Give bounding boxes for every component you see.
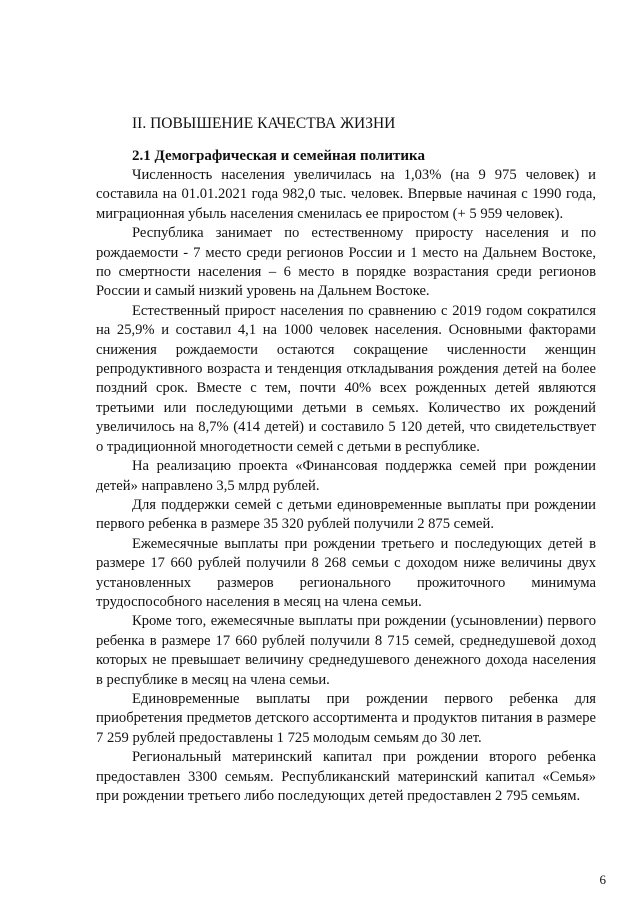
- paragraph-first-child-monthly: Кроме того, ежемесячные выплаты при рождении (усыновлении) первого ребенка в размере 17 660 рублей получили 8 715 семей, среднедушевой доход которых не превышает величину среднедушевого денежного дохода населения в республике в месяц на члена семьи.: [96, 613, 596, 688]
- paragraph-maternity-capital: Региональный материнский капитал при рождении второго ребенка предоставлен 3300 семьям. Республиканский материнский капитал «Семья» при рождении третьего либо последующих детей предоставлен 2 795 семьям.: [96, 749, 596, 804]
- section-title: II. ПОВЫШЕНИЕ КАЧЕСТВА ЖИЗНИ: [132, 115, 396, 132]
- paragraph-financial-support-project: На реализацию проекта «Финансовая поддержка семей при рождении детей» направлено 3,5 млрд рублей.: [96, 458, 596, 494]
- paragraph-first-child-lump-sum: Для поддержки семей с детьми единовременные выплаты при рождении первого ребенка в размере 35 320 рублей получили 2 875 семей.: [96, 496, 596, 533]
- subsection-title: 2.1 Демографическая и семейная политика: [132, 148, 425, 164]
- paragraph-third-child-monthly: Ежемесячные выплаты при рождении третьего и последующих детей в размере 17 660 рублей получили 8 268 семьи с доходом ниже величины двух установленных размеров регионального прожиточного минимума трудоспособного населения в месяц на члена семьи.: [96, 535, 596, 610]
- page-number: 6: [599, 872, 606, 887]
- paragraph-ranking: Республика занимает по естественному приросту населения и по рождаемости - 7 место среди регионов России и 1 место на Дальнем Востоке, по смертности населения – 6 место в порядке возрастания среди регионов России и самый низкий уровень на Дальнем Востоке.: [96, 225, 596, 300]
- page-content: [96, 114, 596, 806]
- paragraph-young-families: Единовременные выплаты при рождении первого ребенка для приобретения предметов детского ассортимента и продуктов питания в размере 7 259 рублей предоставлены 1 725 молодым семьям до 30 лет.: [96, 690, 596, 746]
- paragraph-population: Численность населения увеличилась на 1,03% (на 9 975 человек) и составила на 01.01.2021 года 982,0 тыс. человек. Впервые начиная с 1990 года, миграционная убыль населения сменилась ее приростом (+ 5 959 человек).: [96, 167, 596, 222]
- paragraph-natural-growth: Естественный прирост населения по сравнению с 2019 годом сократился на 25,9% и составил 4,1 на 1000 человек населения. Основными факторами снижения рождаемости остаются сокращение численности женщин репродуктивного возраста и тенденция откладывания рождения детей на более поздний срок. Вместе с тем, почти 40% всех рожденных детей являются третьими или последующими детьми в семьях. Количество их рождений увеличилось на 8,7% (414 детей) и составило 5 120 детей, что свидетельствует о традиционной многодетности семей с детьми в республике.: [96, 302, 596, 455]
